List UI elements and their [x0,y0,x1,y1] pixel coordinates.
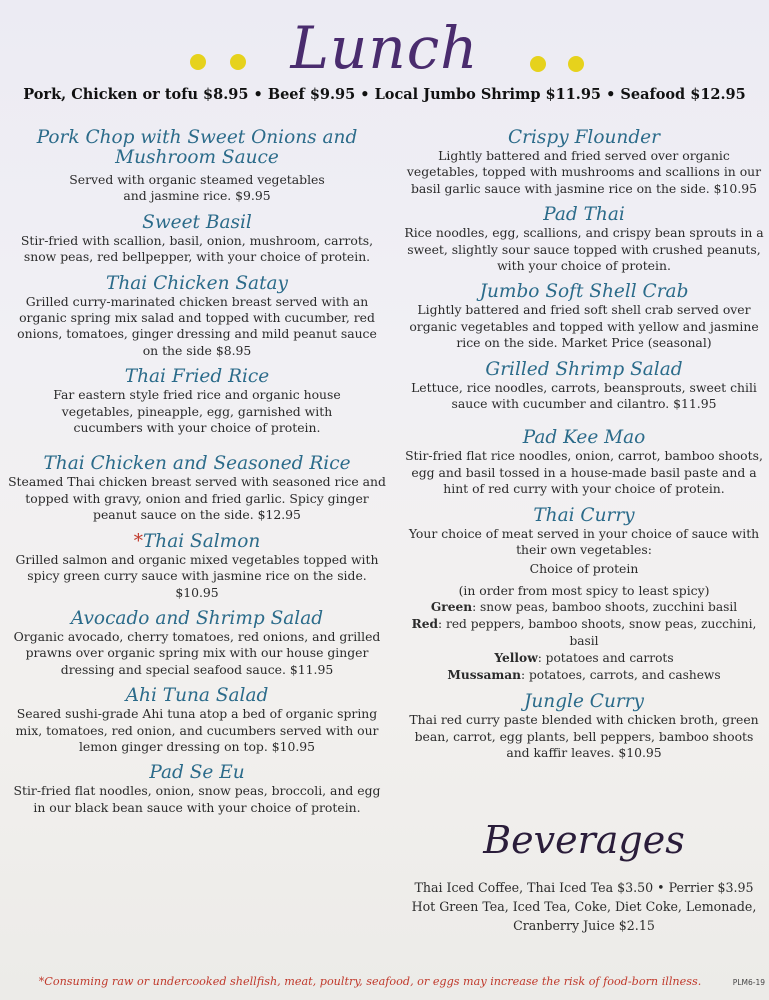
menu-item-name: Jungle Curry [523,691,645,713]
menu-item [404,282,764,351]
curry-option-label: Green [430,600,473,615]
beverages-list [404,878,764,935]
beverage-line: Cranberry Juice $2.15 [513,918,655,933]
curry-option-text: : snow peas, bamboo shoots, zucchini basil [472,600,738,615]
menu-item-name: Thai Curry [533,504,635,526]
menu-item-desc: Lightly battered and fried soft shell crab served over organic vegetables and topped with yellow and jasmine rice on the side. Market Price (seasonal) [409,302,759,351]
menu-item-name: Thai Chicken Satay [105,272,288,294]
beverage-line: Hot Green Tea, Iced Tea, Coke, Diet Coke, Lemonade, [411,899,757,914]
menu-item-name [8,532,386,552]
beverage-line: Thai Iced Coffee, Thai Iced Tea $3.50 • Perrier $3.95 [414,880,754,895]
menu-item [8,686,386,755]
menu-item-name: Pork Chop with Sweet Onions and Mushroom Sauce [36,127,358,168]
menu-item-desc: Rice noodles, egg, scallions, and crispy bean sprouts in a sweet, slightly sour sauce topped with crushed peanuts, with your choice of protein. [404,225,764,274]
curry-option-text: : red peppers, bamboo shoots, snow peas, zucchini, basil [438,617,757,649]
menu-item [8,763,386,816]
menu-item-name: Pad Se Eu [149,762,245,784]
right-column [404,128,764,770]
menu-item-desc: Seared sushi-grade Ahi tuna atop a bed of organic spring mix, tomatoes, red onion, and cucumbers served with our lemon ginger dressing on top. $10.95 [15,706,379,754]
menu-item-name: Crispy Flounder [508,127,660,148]
menu-item-name: Grilled Shrimp Salad [485,358,683,380]
curry-option [404,599,764,616]
menu-item [8,213,386,266]
menu-item-name: Thai Chicken and Seasoned Rice [43,453,351,475]
menu-item [8,609,386,678]
menu-item-desc: Organic avocado, cherry tomatoes, red onions, and grilled prawns over organic spring mix with our house ginger dressing and special seafood sauce. $11.95 [13,628,381,677]
menu-item-desc: Stir-fried flat rice noodles, onion, carrot, bamboo shoots, egg and basil tossed in a house-made basil paste and a hint of red curry with your choice of protein. [405,448,763,497]
menu-item-name: Thai Fried Rice [124,366,270,388]
menu-item [8,532,386,601]
thai-curry-order-note: (in order from most spicy to least spicy) [458,582,710,598]
menu-item [404,128,764,197]
menu-item-desc: Far eastern style fried rice and organic house vegetables, pineapple, egg, garnished with cucumbers with your choice of protein. [53,387,341,436]
menu-item-desc: Served with organic steamed vegetables and jasmine rice. $9.95 [69,172,325,204]
curry-option [404,650,764,667]
food-safety-warning: *Consuming raw or undercooked shellfish, meat, poultry, seafood, or eggs may increase the risk of food-born illness. [38,975,702,988]
curry-option [404,667,764,684]
menu-item-name: Sweet Basil [142,211,252,233]
menu-item-name: Ahi Tuna Salad [125,685,269,707]
curry-option-label: Red [411,617,439,632]
menu-item [404,692,764,761]
curry-option-label: Mussaman [447,668,521,683]
thai-curry-intro: Your choice of meat served in your choice of sauce with their own vegetables: [408,525,760,558]
menu-item [404,428,764,497]
menu-code: PLM6-19 [732,978,765,987]
curry-option-label: Yellow [494,651,538,666]
menu-item-desc: Stir-fried with scallion, basil, onion, mushroom, carrots, snow peas, red bellpepper, with your choice of protein. [20,232,374,265]
raw-warning-star: * [133,530,143,552]
menu-item [404,360,764,413]
menu-item [404,205,764,274]
beverages-heading: Beverages [483,818,685,862]
menu-item-desc: Grilled salmon and organic mixed vegetables topped with spicy green curry sauce with jasmine rice on the side. $10.95 [15,551,379,600]
menu-item-desc: Lettuce, rice noodles, carrots, beansprouts, sweet chili sauce with cucumber and cilantro. $11.95 [411,379,757,412]
menu-item-desc: Steamed Thai chicken breast served with seasoned rice and topped with gravy, onion and fried garlic. Spicy ginger peanut sauce on the side. $12.95 [8,474,386,523]
menu-item-desc: Grilled curry-marinated chicken breast served with an organic spring mix salad and topped with cucumber, red onions, tomatoes, ginger dressing and mild peanut sauce on the side $8.95 [17,293,377,358]
menu-item-desc: Stir-fried flat noodles, onion, snow peas, broccoli, and egg in our black bean sauce with your choice of protein. [13,783,381,815]
menu-item [8,128,386,205]
curry-option [404,616,764,650]
price-line: Pork, Chicken or tofu $8.95 • Beef $9.95 • Local Jumbo Shrimp $11.95 • Seafood $12.95 [23,86,746,103]
menu-item-name: Pad Thai [543,204,625,226]
menu-item-desc: Thai red curry paste blended with chicken broth, green bean, carrot, egg plants, bell peppers, bamboo shoots and kaffir leaves. $10.95 [409,712,759,761]
menu-item-name-text: Thai Salmon [142,530,261,552]
left-column [8,128,386,824]
curry-option-text: : potatoes, carrots, and cashews [521,668,721,683]
menu-item [8,274,386,360]
menu-item-name: Avocado and Shrimp Salad [70,607,324,629]
menu-item-name: Pad Kee Mao [522,427,646,449]
menu-item [8,454,386,523]
page-title: Lunch [290,14,479,82]
menu-item [8,367,386,436]
thai-curry-section [404,506,764,685]
curry-option-text: : potatoes and carrots [537,651,674,666]
menu-item-name: Jumbo Soft Shell Crab [479,281,689,303]
menu-item-desc: Lightly battered and fried served over organic vegetables, topped with mushrooms and scallions in our basil garlic sauce with jasmine rice on the side. $10.95 [406,148,762,196]
thai-curry-choice: Choice of protein [529,560,639,576]
